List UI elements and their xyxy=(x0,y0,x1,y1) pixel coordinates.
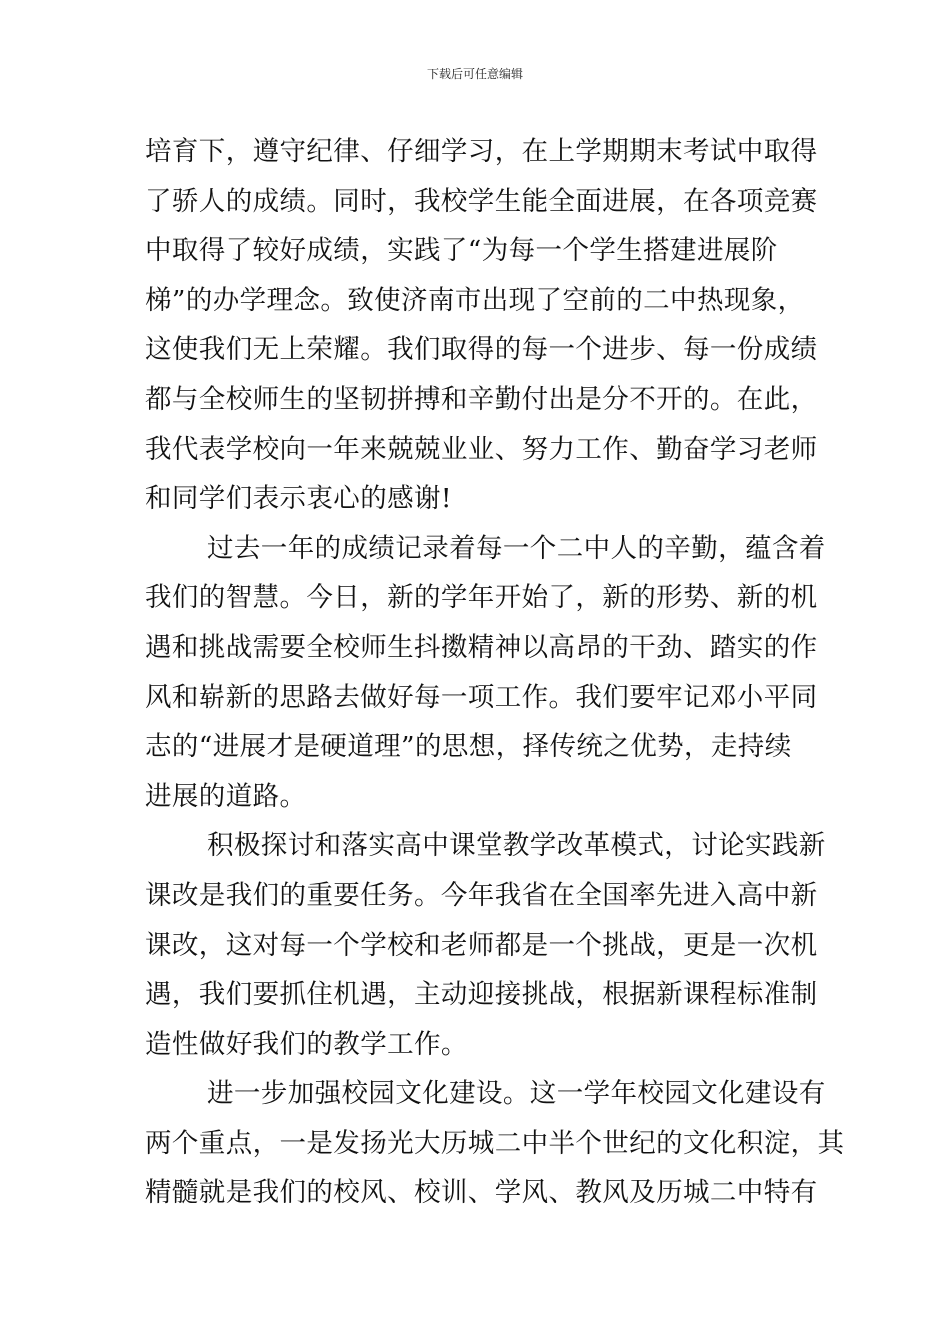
text-line: 过去一年的成绩记录着每一个二中人的辛勤，蕴含着 xyxy=(207,532,826,564)
text-line: 志的“进展才是硬道理”的思想，择传统之优势，走持续 xyxy=(145,731,792,763)
document-body xyxy=(145,127,845,1218)
text-line: 这使我们无上荣耀。我们取得的每一个进步、每一份成绩 xyxy=(145,334,818,366)
text-line: 进一步加强校园文化建设。这一学年校园文化建设有 xyxy=(207,1078,826,1110)
text-line: 精髓就是我们的校风、校训、学风、教风及历城二中特有 xyxy=(145,1177,818,1209)
text-line: 我代表学校向一年来兢兢业业、努力工作、勤奋学习老师 xyxy=(145,433,818,465)
text-line: 两个重点，一是发扬光大历城二中半个世纪的文化积淀，其 xyxy=(145,1127,845,1159)
text-line: 中取得了较好成绩，实践了“为每一个学生搭建进展阶 xyxy=(145,235,778,267)
text-line: 遇和挑战需要全校师生抖擞精神以高昂的干劲、踏实的作 xyxy=(145,631,818,663)
text-line: 风和崭新的思路去做好每一项工作。我们要牢记邓小平同 xyxy=(145,681,818,713)
text-line: 我们的智慧。今日，新的学年开始了，新的形势、新的机 xyxy=(145,582,818,614)
text-line: 进展的道路。 xyxy=(145,780,307,812)
text-line: 课改，这对每一个学校和老师都是一个挑战，更是一次机 xyxy=(145,929,818,961)
page-header-note: 下载后可任意编辑 xyxy=(426,67,523,81)
text-line: 都与全校师生的坚韧拼搏和辛勤付出是分不开的。在此， xyxy=(145,383,818,415)
text-line: 梯”的办学理念。致使济南市出现了空前的二中热现象， xyxy=(145,284,805,316)
text-line: 积极探讨和落实高中课堂教学改革模式，讨论实践新 xyxy=(207,830,826,862)
text-line: 了骄人的成绩。同时，我校学生能全面进展，在各项竞赛 xyxy=(145,185,818,217)
text-line: 遇，我们要抓住机遇，主动迎接挑战，根据新课程标准制 xyxy=(145,979,818,1011)
text-line: 和同学们表示衷心的感谢! xyxy=(145,483,452,515)
text-line: 培育下，遵守纪律、仔细学习，在上学期期末考试中取得 xyxy=(145,136,818,167)
text-line: 课改是我们的重要任务。今年我省在全国率先进入高中新 xyxy=(145,879,818,911)
text-line: 造性做好我们的教学工作。 xyxy=(145,1028,468,1060)
